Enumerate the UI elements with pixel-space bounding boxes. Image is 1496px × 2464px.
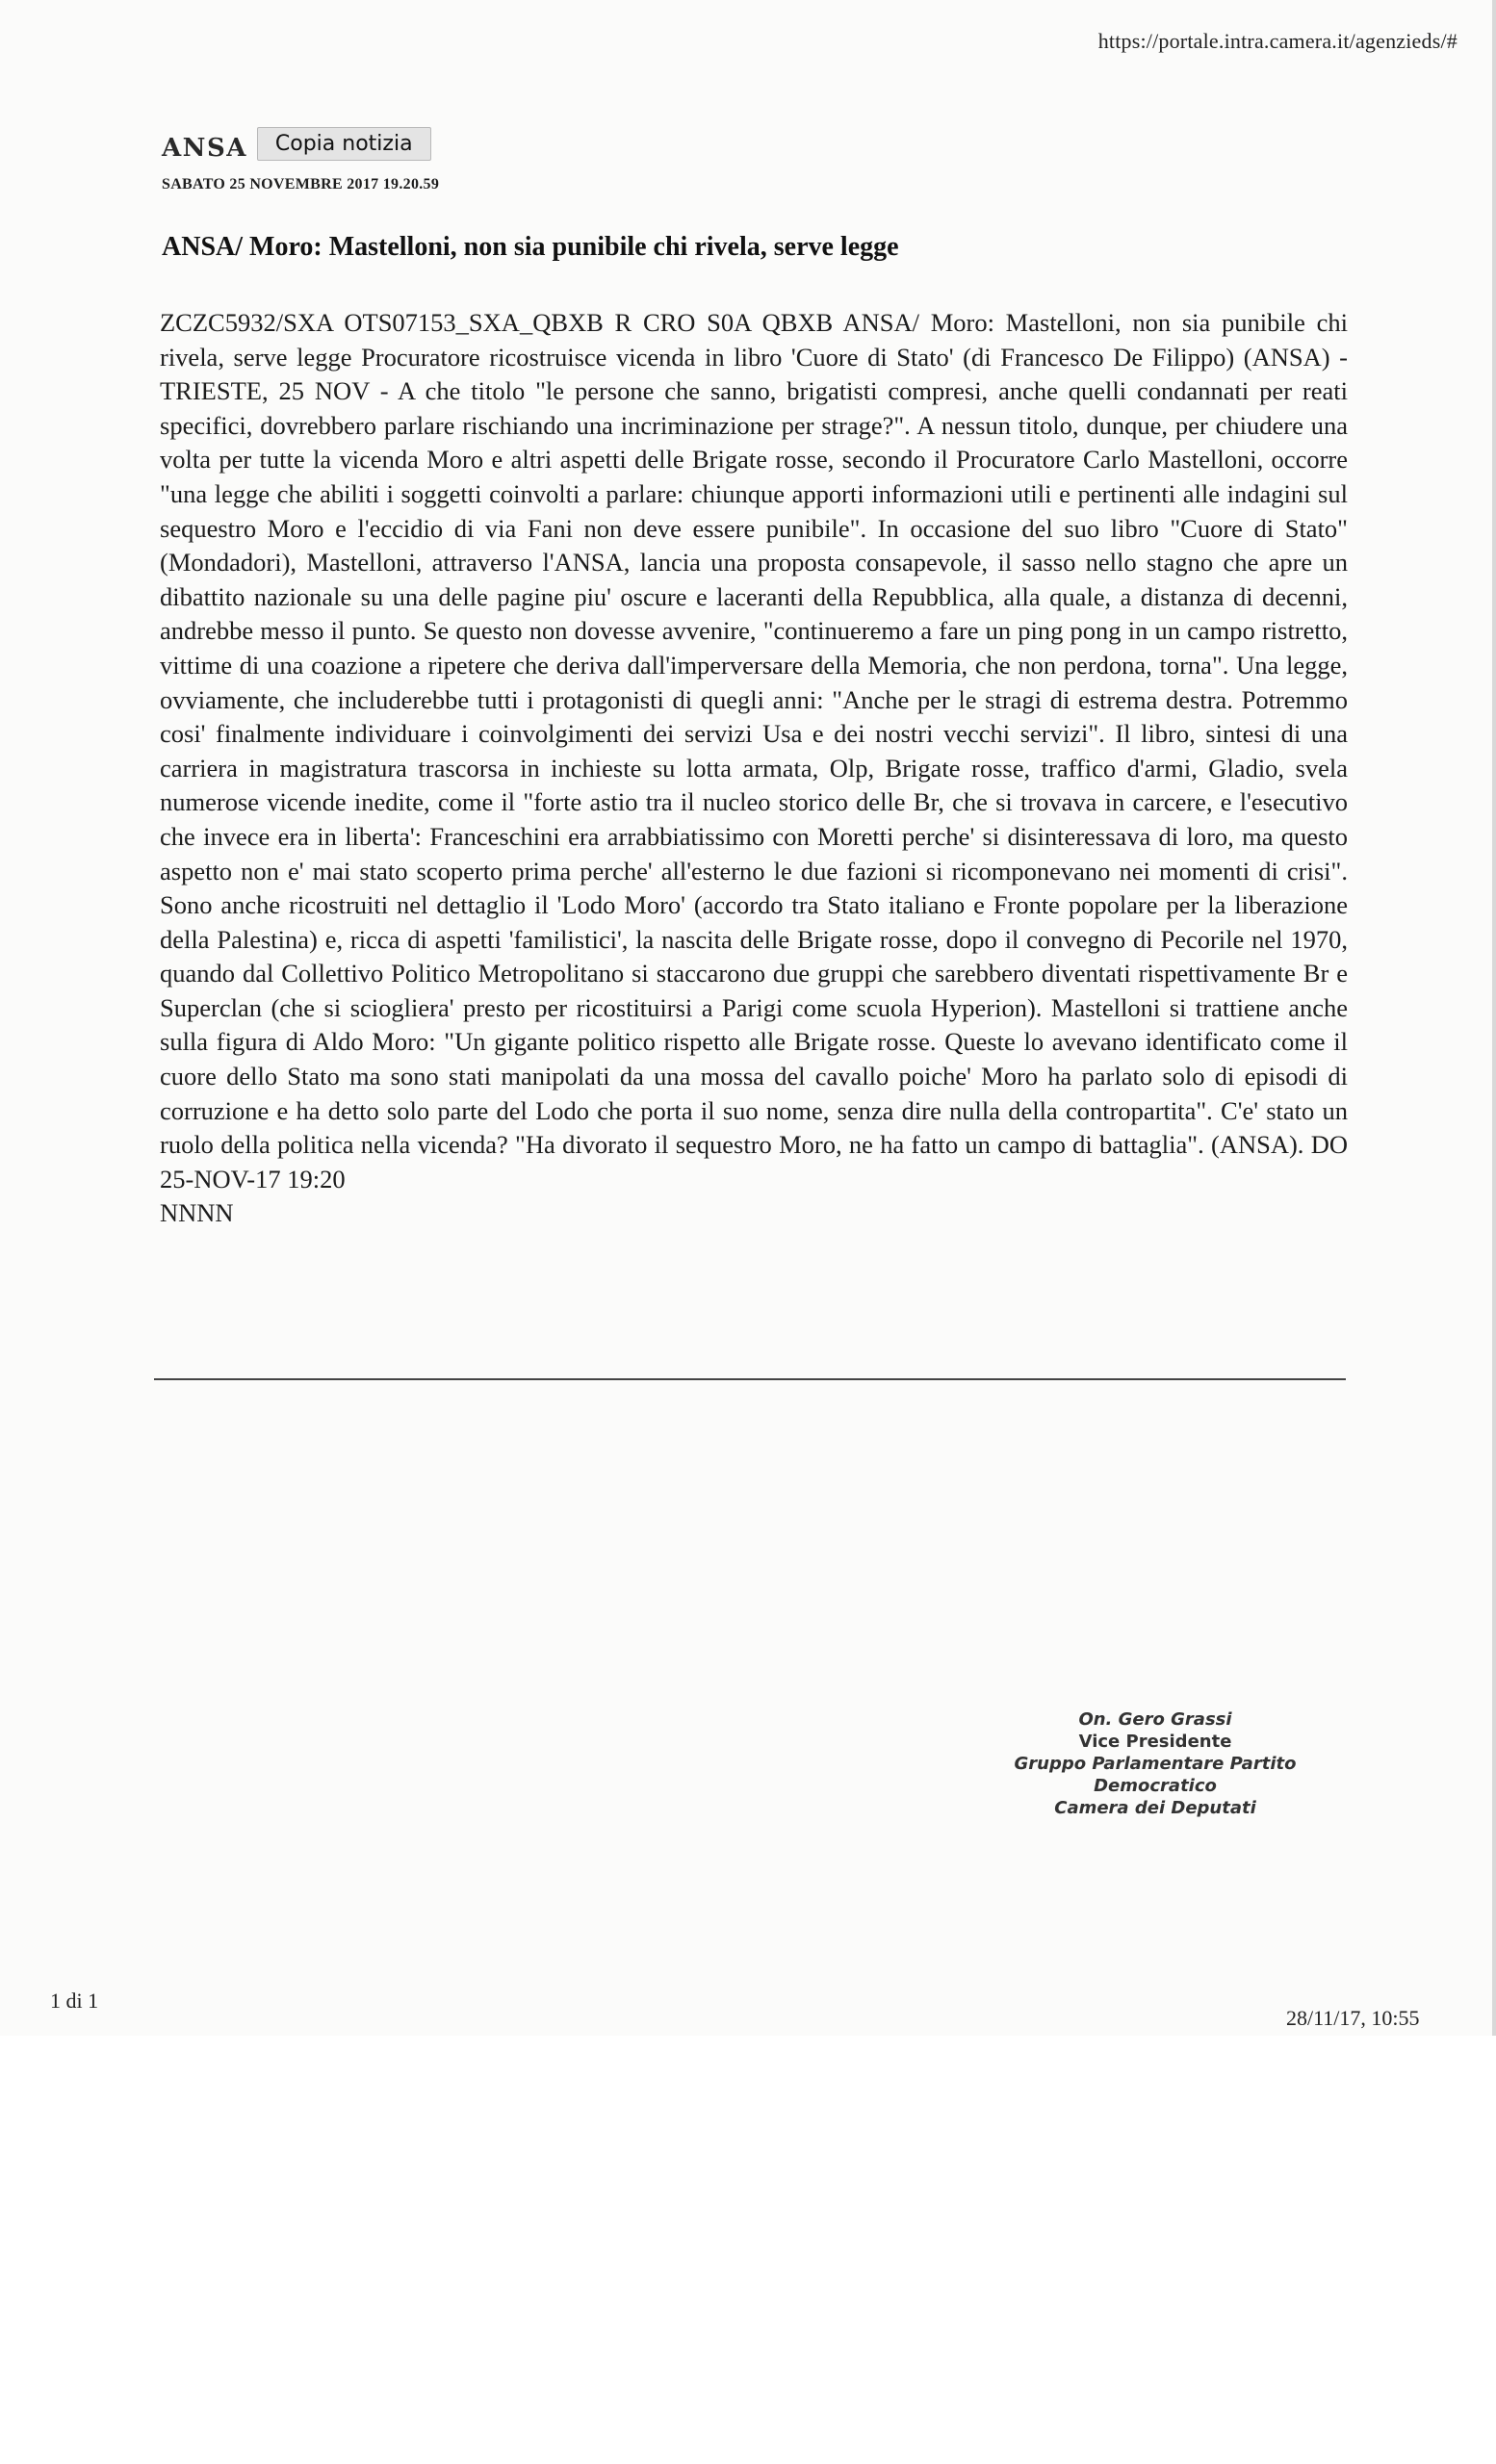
signature-name: On. Gero Grassi (1078, 1709, 1232, 1730)
signature-chamber: Camera dei Deputati (1054, 1798, 1256, 1818)
page-number: 1 di 1 (50, 1989, 99, 2013)
news-body (160, 306, 1348, 1231)
signature-group: Gruppo Parlamentare Partito Democratico (1014, 1754, 1297, 1796)
signature-role: Vice Presidente (1078, 1732, 1232, 1752)
scan-edge (1492, 0, 1496, 2036)
ansa-logo: ANSA (162, 134, 247, 164)
news-date: SABATO 25 NOVEMBRE 2017 19.20.59 (162, 176, 440, 192)
copy-news-button[interactable]: Copia notizia (257, 127, 431, 161)
print-url: https://portale.intra.camera.it/agenzieds/# (1097, 29, 1457, 53)
divider (154, 1378, 1346, 1380)
news-end-marker: NNNN (160, 1198, 234, 1228)
news-headline: ANSA/ Moro: Mastelloni, non sia punibile chi rivela, serve legge (162, 232, 899, 262)
signature-stamp (963, 1708, 1348, 1819)
print-timestamp: 28/11/17, 10:55 (1286, 2006, 1420, 2030)
agency-header (162, 127, 431, 164)
news-body-text: ZCZC5932/SXA OTS07153_SXA_QBXB R CRO S0A QBXB ANSA/ Moro: Mastelloni, non sia punibile chi rivela, serve legge Procuratore ricostruisce vicenda in libro 'Cuore di Stato' (di Francesco De Filippo) (ANSA) - TRIESTE, 25 NOV - A che titolo "le persone che sanno, brigatisti compresi, anche quelli condannati per reati specifici, dovrebbero parlare rischiando una incriminazione per strage?". A nessun titolo, dunque, per chiudere una volta per tutte la vicenda Moro e altri aspetti delle Brigate rosse, secondo il Procuratore Carlo Mastelloni, occorre "una legge che abiliti i soggetti coinvolti a parlare: chiunque apporti informazioni utili e pertinenti alle indagini sul sequestro Moro e l'eccidio di via Fani non deve essere punibile". In occasione del suo libro "Cuore di Stato" (Mondadori), Mastelloni, attraverso l'ANSA, lancia una proposta consapevole, il sasso nello stagno che apre un dibattito nazionale su una delle pagine piu' oscure e laceranti della Repubblica, alla quale, a distanza di decenni, andrebbe messo il punto. Se questo non dovesse avvenire, "continueremo a fare un ping pong in un campo ristretto, vittime di una coazione a ripetere che deriva dall'imperversare della Memoria, che non perdona, torna". Una legge, ovviamente, che includerebbe tutti i protagonisti di quegli anni: "Anche per le stragi di estrema destra. Potremmo cosi' finalmente individuare i coinvolgimenti dei servizi Usa e dei nostri vecchi servizi". Il libro, sintesi di una carriera in magistratura trascorsa in inchieste su lotta armata, Olp, Brigate rosse, traffico d'armi, Gladio, svela numerose vicende inedite, come il "forte astio tra il nucleo storico delle Br, che si trovava in carcere, e l'esecutivo che invece era in liberta': Franceschini era arrabbiatissimo con Moretti perche' si disinteressava di loro, ma questo aspetto non e' mai stato scoperto prima perche' all'esterno le due fazioni si ricomponevano nei momenti di crisi". Sono anche ricostruiti nel dettaglio il 'Lodo Moro' (accordo tra Stato italiano e Fronte popolare per la liberazione della Palestina) e, ricca di aspetti 'familistici', la nascita delle Brigate rosse, dopo il convegno di Pecorile nel 1970, quando dal Collettivo Politico Metropolitano si staccarono due gruppi che sarebbero diventati rispettivamente Br e Superclan (che si sciogliera' presto per ricostituirsi a Parigi come scuola Hyperion). Mastelloni si trattiene anche sulla figura di Aldo Moro: "Un gigante politico rispetto alle Brigate rosse. Queste lo avevano identificato come il cuore dello Stato ma sono stati manipolati da una mossa del cavallo poiche' Moro ha parlato solo di episodi di corruzione e ha detto solo parte del Lodo che porta il suo nome, senza dire nulla della contropartita". C'e' stato un ruolo della politica nella vicenda? "Ha divorato il sequestro Moro, ne ha fatto un campo di battaglia". (ANSA). DO 25-NOV-17 19:20 (160, 308, 1348, 1194)
